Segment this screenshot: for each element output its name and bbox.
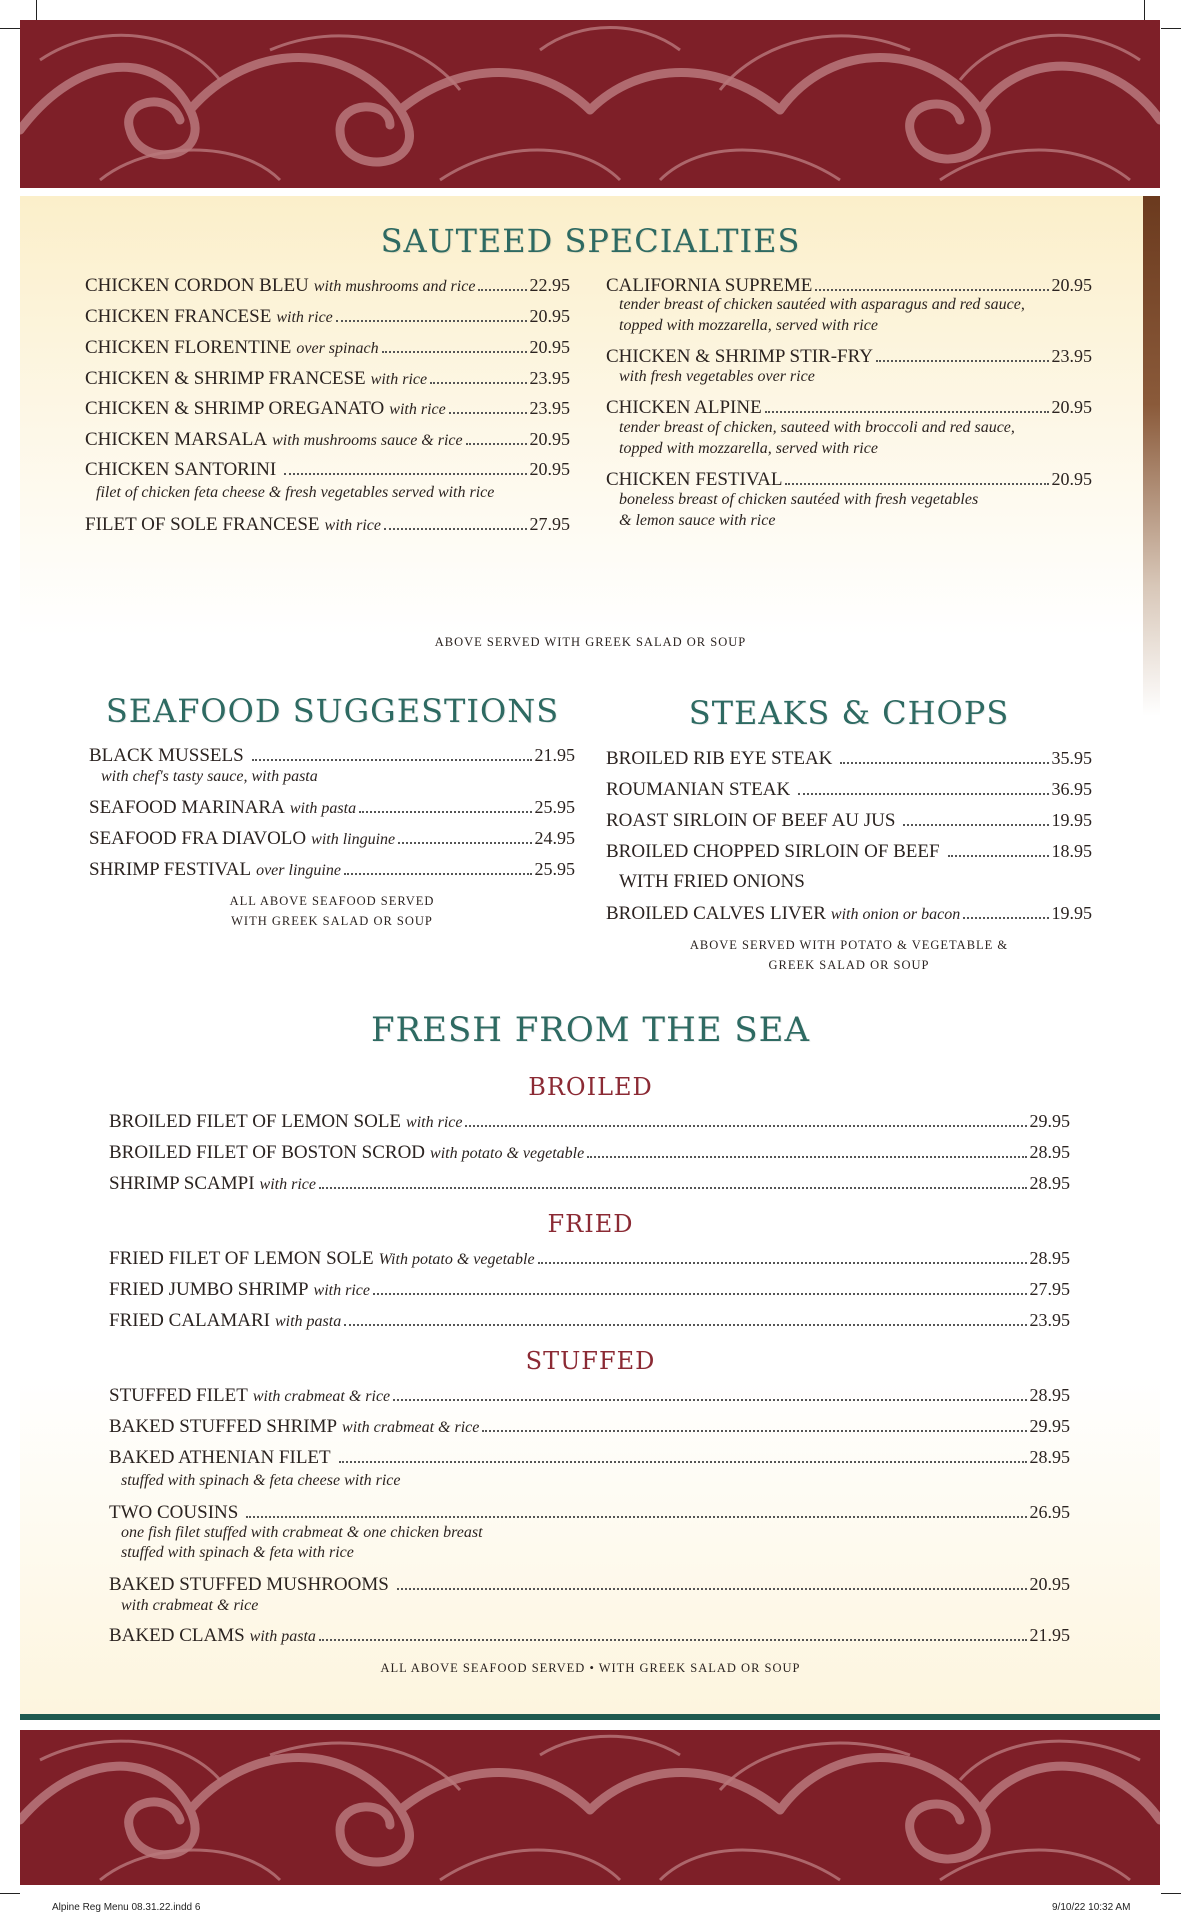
menu-item: BROILED FILET OF LEMON SOLE with rice 29.95 xyxy=(109,1111,1070,1132)
item-description: tender breast of chicken sautéed with asparagus and red sauce, xyxy=(619,296,1025,313)
crop-mark xyxy=(1161,1893,1181,1894)
sea-footnote: ALL ABOVE SEAFOOD SERVED • WITH GREEK SALAD OR SOUP xyxy=(380,1661,801,1675)
menu-item: BROILED CALVES LIVER with onion or bacon 19.95 xyxy=(606,903,1092,924)
seafood-suggestions-heading: SEAFOOD SUGGESTIONS xyxy=(105,692,560,730)
broiled-subheading: BROILED xyxy=(528,1073,653,1101)
sauteed-footnote: ABOVE SERVED WITH GREEK SALAD OR SOUP xyxy=(434,635,747,649)
crop-mark xyxy=(0,1893,20,1894)
menu-item: CHICKEN & SHRIMP STIR-FRY 23.95 xyxy=(606,346,1092,367)
item-description: one fish filet stuffed with crabmeat & one chicken breast xyxy=(121,1524,483,1541)
item-description: with fresh vegetables over rice xyxy=(619,368,815,385)
menu-item: BAKED STUFFED SHRIMP with crabmeat & rice 29.95 xyxy=(109,1416,1070,1437)
scroll-ornament-icon xyxy=(20,1730,1160,1885)
menu-item: SHRIMP FESTIVAL over linguine 25.95 xyxy=(89,859,575,880)
item-description: topped with mozzarella, served with rice xyxy=(619,317,878,334)
menu-item: BAKED ATHENIAN FILET 28.95 xyxy=(109,1447,1070,1468)
menu-item: SEAFOOD MARINARA with pasta 25.95 xyxy=(89,797,575,818)
stuffed-subheading: STUFFED xyxy=(525,1347,656,1375)
steaks-footnote: GREEK SALAD OR SOUP xyxy=(768,958,930,972)
menu-item: FRIED JUMBO SHRIMP with rice 27.95 xyxy=(109,1279,1070,1300)
item-description: with crabmeat & rice xyxy=(121,1597,259,1614)
item-description: stuffed with spinach & feta cheese with rice xyxy=(121,1472,401,1489)
item-description: & lemon sauce with rice xyxy=(619,512,776,529)
menu-item: BAKED STUFFED MUSHROOMS 20.95 xyxy=(109,1574,1070,1595)
menu-item: CHICKEN FLORENTINE over spinach 20.95 xyxy=(85,337,570,358)
menu-item: STUFFED FILET with crabmeat & rice 28.95 xyxy=(109,1385,1070,1406)
item-description: filet of chicken feta cheese & fresh vegetables served with rice xyxy=(96,484,495,501)
item-description: with chef's tasty sauce, with pasta xyxy=(101,768,318,785)
top-decorative-banner xyxy=(20,20,1160,188)
menu-item: BAKED CLAMS with pasta 21.95 xyxy=(109,1625,1070,1646)
menu-item: CALIFORNIA SUPREME 20.95 xyxy=(606,275,1092,296)
menu-item: ROAST SIRLOIN OF BEEF AU JUS 19.95 xyxy=(606,810,1092,831)
menu-item: CHICKEN FESTIVAL 20.95 xyxy=(606,469,1092,490)
menu-item: SEAFOOD FRA DIAVOLO with linguine 24.95 xyxy=(89,828,575,849)
menu-item-continuation: WITH FRIED ONIONS xyxy=(619,871,805,892)
crop-mark xyxy=(1144,0,1145,20)
crop-mark xyxy=(1161,28,1181,29)
menu-item: CHICKEN MARSALA with mushrooms sauce & rice 20.95 xyxy=(85,429,570,450)
menu-item: BROILED CHOPPED SIRLOIN OF BEEF 18.95 xyxy=(606,841,1092,862)
menu-item: CHICKEN SANTORINI 20.95 xyxy=(85,459,570,480)
menu-item: BROILED FILET OF BOSTON SCROD with potato & vegetable 28.95 xyxy=(109,1142,1070,1163)
crop-mark xyxy=(36,0,37,20)
menu-item: CHICKEN ALPINE 20.95 xyxy=(606,397,1092,418)
item-description: tender breast of chicken, sauteed with broccoli and red sauce, xyxy=(619,419,1015,436)
menu-item: TWO COUSINS 26.95 xyxy=(109,1502,1070,1523)
menu-item: CHICKEN & SHRIMP OREGANATO with rice 23.95 xyxy=(85,398,570,419)
sauteed-specialties-heading: SAUTEED SPECIALTIES xyxy=(380,222,801,260)
menu-item: CHICKEN FRANCESE with rice 20.95 xyxy=(85,306,570,327)
bottom-green-rule xyxy=(20,1714,1160,1720)
item-description: boneless breast of chicken sautéed with fresh vegetables xyxy=(619,491,979,508)
fresh-from-the-sea-heading: FRESH FROM THE SEA xyxy=(370,1010,811,1050)
menu-item: BLACK MUSSELS 21.95 xyxy=(89,745,575,766)
seafood-footnote: ALL ABOVE SEAFOOD SERVED xyxy=(229,894,435,908)
menu-item: CHICKEN CORDON BLEU with mushrooms and rice 22.95 xyxy=(85,275,570,296)
menu-item: FRIED CALAMARI with pasta 23.95 xyxy=(109,1310,1070,1331)
item-description: topped with mozzarella, served with rice xyxy=(619,440,878,457)
menu-item: BROILED RIB EYE STEAK 35.95 xyxy=(606,748,1092,769)
item-description: stuffed with spinach & feta with rice xyxy=(121,1544,354,1561)
fried-subheading: FRIED xyxy=(547,1210,634,1238)
scroll-ornament-icon xyxy=(20,20,1160,188)
steaks-chops-heading: STEAKS & CHOPS xyxy=(688,694,1010,732)
bottom-decorative-banner xyxy=(20,1730,1160,1885)
menu-item: FRIED FILET OF LEMON SOLE With potato & vegetable 28.95 xyxy=(109,1248,1070,1269)
menu-item: SHRIMP SCAMPI with rice 28.95 xyxy=(109,1173,1070,1194)
seafood-footnote: WITH GREEK SALAD OR SOUP xyxy=(231,914,433,928)
print-slug-date: 9/10/22 10:32 AM xyxy=(1052,1902,1131,1913)
print-slug-filename: Alpine Reg Menu 08.31.22.indd 6 xyxy=(52,1902,201,1913)
crop-mark xyxy=(0,28,20,29)
menu-item: FILET OF SOLE FRANCESE with rice 27.95 xyxy=(85,514,570,535)
steaks-footnote: ABOVE SERVED WITH POTATO & VEGETABLE & xyxy=(689,938,1009,952)
menu-item: ROUMANIAN STEAK 36.95 xyxy=(606,779,1092,800)
menu-item: CHICKEN & SHRIMP FRANCESE with rice 23.95 xyxy=(85,368,570,389)
